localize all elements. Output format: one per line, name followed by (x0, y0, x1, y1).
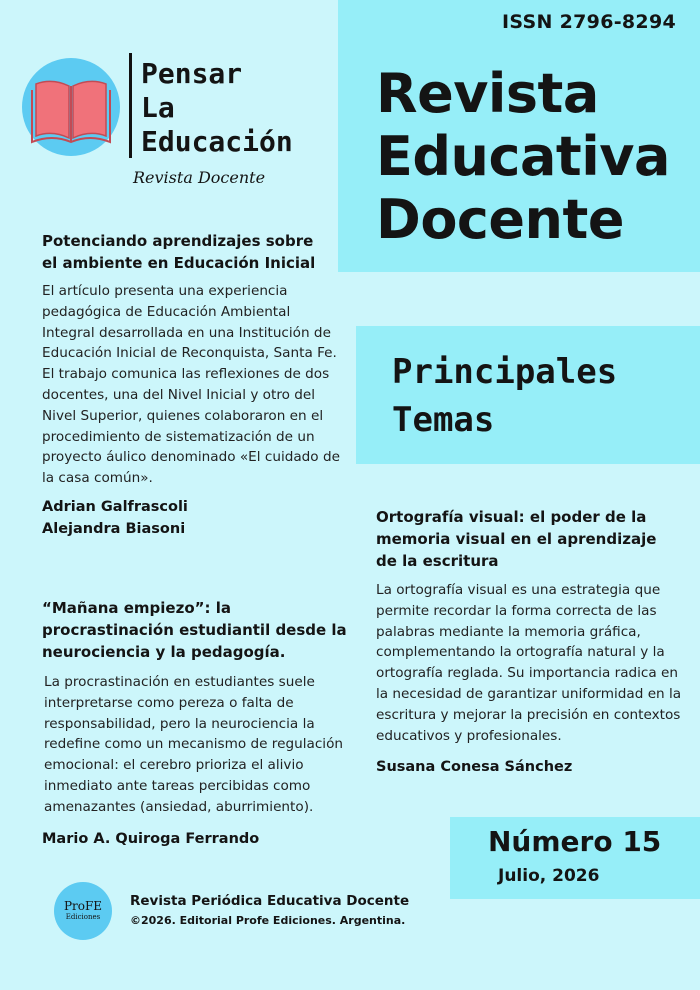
article-title: Potenciando aprendizajes sobre el ambiente en Educación Inicial (42, 232, 316, 272)
article-authors (42, 496, 188, 540)
logo-wordmark (141, 57, 293, 159)
themes-heading (392, 348, 617, 444)
issn-label: ISSN 2796-8294 (502, 11, 676, 33)
open-book-icon (22, 58, 120, 156)
publisher-logo-sub: Ediciones (65, 913, 101, 921)
logo-divider (129, 53, 132, 158)
author-name: Alejandra Biasoni (42, 521, 186, 537)
logo-line: La (141, 91, 175, 124)
footer-copyright: ©2026. Editorial Profe Ediciones. Argentina. (130, 914, 406, 927)
magazine-title (376, 62, 696, 251)
logo-line: Pensar (141, 57, 243, 90)
themes-heading-line: Principales (392, 352, 618, 392)
footer-publication: Revista Periódica Educativa Docente (130, 893, 410, 909)
title-line: Revista (376, 62, 599, 125)
issue-number: Número 15 (488, 825, 662, 858)
article-summary: La ortografía visual es una estrategia que permite recordar la forma correcta de las palabras mediante la memoria gráfica, complementando la ortografía natural y la ortografía reglada. Su importancia radica en la necesidad de garantizar uniformidad en la escritura y mejorar la precisión en contextos educativos y profesionales. (376, 582, 682, 744)
article-summary: La procrastinación en estudiantes suele interpretarse como pereza o falta de responsabilidad, pero la neurociencia la redefine como un mecanismo de regulación emocional: el cerebro prioriza el alivio inmediato ante tareas percibidas como amenazantes (ansiedad, aburrimiento). (44, 674, 343, 815)
publisher-logo-name: ProFE (63, 899, 103, 913)
author-name: Adrian Galfrascoli (42, 499, 188, 515)
title-line: Educativa (376, 125, 670, 188)
logo-subtitle: Revista Docente (133, 168, 266, 187)
article-title: Ortografía visual: el poder de la memoria visual en el aprendizaje de la escritura (376, 508, 657, 570)
themes-heading-line: Temas (392, 400, 495, 440)
logo-circle (22, 58, 120, 156)
article-summary: El artículo presenta una experiencia pedagógica de Educación Ambiental Integral desarrollada en una Institución de Educación Inicial de Reconquista, Santa Fe. El trabajo comunica las reflexiones de dos docentes, una del Nivel Inicial y otro del Nivel Superior, quienes colaboraron en el procedimiento de sistematización de un proyecto áulico denominado «El cuidado de la casa común». (42, 283, 340, 487)
author-name: Mario A. Quiroga Ferrando (42, 831, 260, 847)
publisher-logo (54, 882, 112, 940)
title-line: Docente (376, 188, 624, 251)
author-name: Susana Conesa Sánchez (376, 759, 573, 775)
issue-date: Julio, 2026 (498, 866, 600, 886)
article-title: “Mañana empiezo”: la procrastinación estudiantil desde la neurociencia y la pedagogía. (42, 599, 347, 661)
logo-line: Educación (141, 125, 293, 158)
